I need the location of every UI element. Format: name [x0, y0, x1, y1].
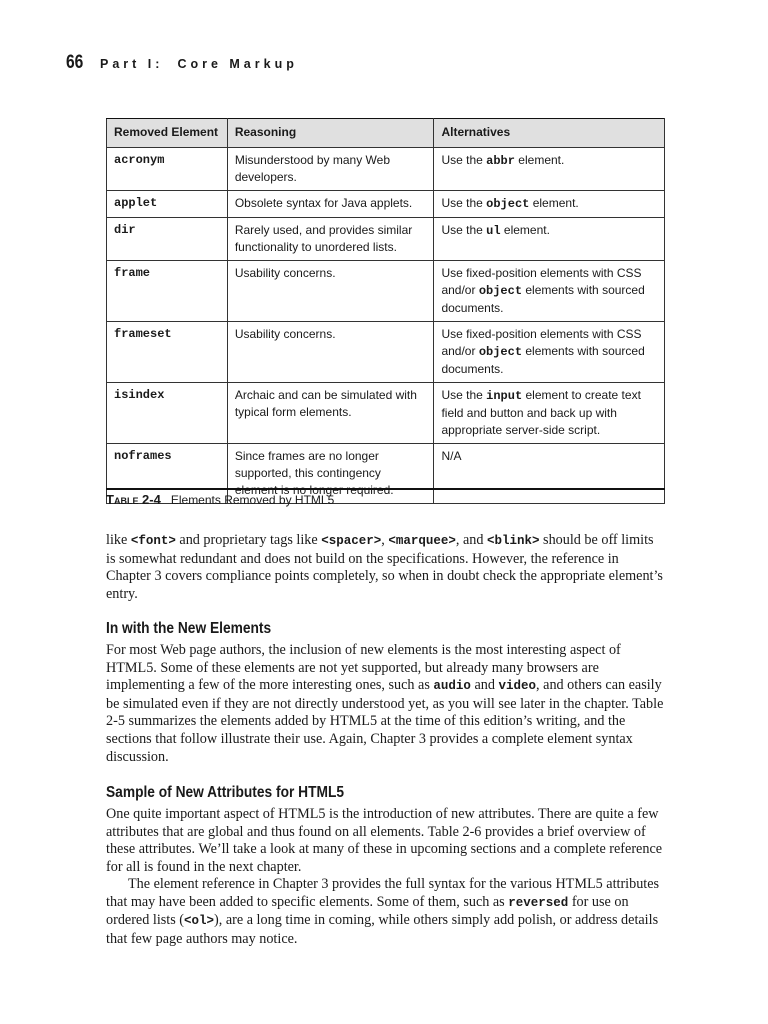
reasoning-cell: Misunderstood by many Web developers.: [227, 148, 434, 191]
removed-element-name: isindex: [107, 383, 228, 444]
alternatives-cell: [434, 261, 665, 322]
inline-code: <spacer>: [321, 534, 382, 548]
alt-code: ul: [486, 224, 501, 238]
table-row: [107, 191, 665, 218]
paragraph-new-elements: [106, 642, 666, 766]
table-caption: [106, 492, 334, 507]
alternatives-cell: [434, 148, 665, 191]
table-row: [107, 322, 665, 383]
caption-label: Table 2-4: [106, 492, 161, 507]
alt-text: Use the: [441, 153, 487, 167]
inline-code: video: [498, 679, 537, 694]
caption-rule: [106, 488, 665, 490]
alt-code: object: [478, 284, 523, 298]
section-heading: In with the New Elements: [106, 620, 272, 637]
reasoning-cell: Rarely used, and provides similar functionality to unordered lists.: [227, 218, 434, 261]
text-run: , and: [455, 532, 487, 548]
section-heading: Sample of New Attributes for HTML5: [106, 784, 345, 801]
alt-code: abbr: [486, 154, 515, 168]
column-header: Reasoning: [227, 119, 434, 148]
column-header: Removed Element: [107, 119, 228, 148]
text-run: , and others can easily be simulated even if they are not directly understood yet, as you will see later in the chapter. Table 2-5 summarizes the elements added by HTML5 at the time of this edition’s writing, and the sections that follow illustrate their use. Again, Chapter 3 provides a complete element syntax discussion.: [106, 677, 664, 765]
paragraph-element-reference: [106, 876, 666, 948]
alternatives-cell: [434, 444, 665, 504]
alt-code: object: [486, 197, 530, 211]
alt-text: elements with sourced documents.: [441, 344, 645, 376]
alternatives-cell: [434, 383, 665, 444]
alt-text: elements with sourced documents.: [441, 283, 645, 315]
alt-text: N/A: [441, 449, 462, 463]
alt-code: object: [478, 345, 523, 359]
text-run: like: [106, 532, 131, 548]
removed-elements-table: [106, 118, 665, 504]
inline-code: <marquee>: [388, 534, 456, 548]
reasoning-cell: Usability concerns.: [227, 261, 434, 322]
text-run: should be off limits is somewhat redundant and does not build on the specifications. However, the reference in Chapter 3 covers compliance points completely, so when in doubt check the appropriate element’s entry.: [106, 532, 663, 602]
removed-element-name: noframes: [107, 444, 228, 504]
alternatives-cell: [434, 218, 665, 261]
removed-element-name: applet: [107, 191, 228, 218]
alt-text: Use the: [441, 196, 487, 210]
text-run: ), are a long time in coming, while others simply add polish, or address details that few page authors may notice.: [106, 912, 659, 947]
removed-element-name: dir: [107, 218, 228, 261]
part-label: [100, 57, 298, 71]
alt-text: element.: [529, 196, 579, 210]
reasoning-cell: Obsolete syntax for Java applets.: [227, 191, 434, 218]
alternatives-cell: [434, 322, 665, 383]
alt-text: element.: [500, 223, 550, 237]
table-header-row: [107, 119, 665, 148]
column-header: Alternatives: [434, 119, 665, 148]
reasoning-cell: Archaic and can be simulated with typical form elements.: [227, 383, 434, 444]
alt-text: Use fixed-position elements with CSS and/or: [441, 266, 642, 297]
removed-element-name: frame: [107, 261, 228, 322]
caption-text: Elements Removed by HTML5: [170, 493, 335, 507]
table-row: [107, 218, 665, 261]
removed-element-name: frameset: [107, 322, 228, 383]
inline-code: <font>: [130, 534, 176, 548]
removed-element-name: acronym: [107, 148, 228, 191]
text-run: for use on ordered lists (: [106, 893, 629, 929]
alt-text: element.: [514, 153, 565, 167]
alternatives-cell: [434, 191, 665, 218]
text-run: The element reference in Chapter 3 provides the full syntax for the various HTML5 attributes that may have been added to specific elements. Some of them, such as: [106, 876, 660, 910]
text-run: ,: [381, 532, 389, 548]
paragraph-new-attributes: [106, 806, 666, 876]
alt-text: Use fixed-position elements with CSS and/or: [441, 327, 642, 358]
inline-code: <ol>: [184, 914, 215, 929]
text-run: One quite important aspect of HTML5 is the introduction of new attributes. There are quite a few attributes that are global and thus found on all elements. Table 2-6 provides a brief overview of these attributes. We’ll take a look at many of these in upcoming sections and a complete reference for all is found in the next chapter.: [106, 806, 663, 875]
table-row: [107, 148, 665, 191]
alt-text: element to create text field and button and back up with appropriate server-side script.: [441, 388, 641, 437]
paragraph-compliance: [106, 532, 666, 603]
alt-text: Use the: [441, 223, 487, 237]
alt-code: input: [486, 389, 523, 403]
text-run: and: [470, 677, 499, 694]
text-run: For most Web page authors, the inclusion of new elements is the most interesting aspect of HTML5. Some of these elements are not yet supported, but already many browsers are implementing a few of the more interesting ones, such as: [106, 642, 621, 694]
text-run: and proprietary tags like: [175, 532, 322, 548]
inline-code: audio: [433, 679, 471, 694]
inline-code: <blink>: [486, 534, 540, 548]
running-head: [66, 52, 298, 74]
inline-code: reversed: [508, 895, 569, 910]
page-number: 66: [66, 52, 84, 73]
part-title: Core Markup: [177, 57, 298, 71]
table-row: [107, 383, 665, 444]
part-name: Part I:: [100, 57, 164, 71]
reasoning-cell: Since frames are no longer supported, this contingency element is no longer required.: [227, 444, 434, 504]
alt-text: Use the: [441, 388, 487, 402]
reasoning-cell: Usability concerns.: [227, 322, 434, 383]
table-row: [107, 261, 665, 322]
